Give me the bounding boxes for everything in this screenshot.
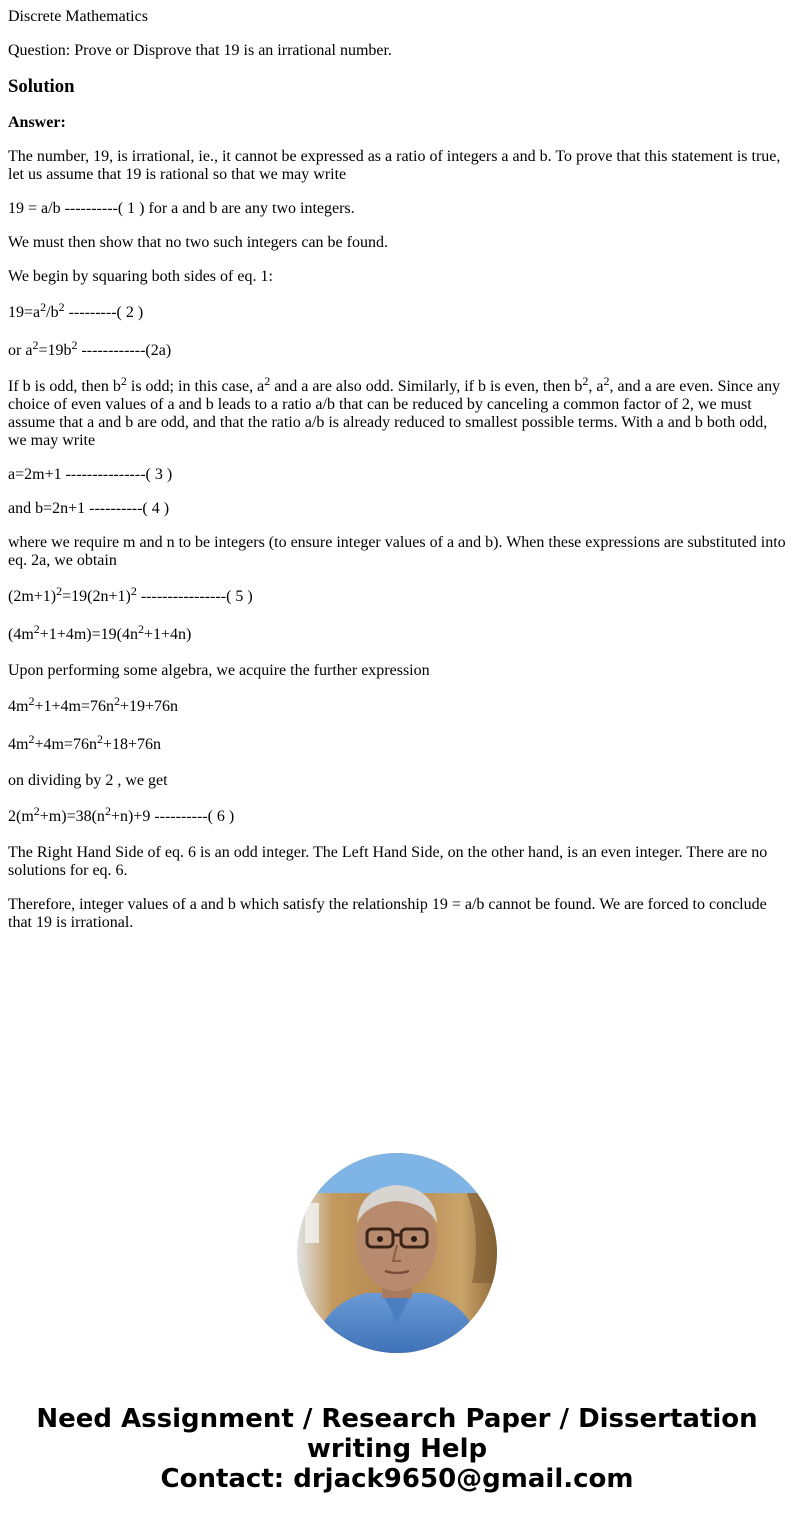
paragraph-show: We must then show that no two such integers can be found. bbox=[8, 234, 388, 251]
equation-5-expanded: $(4m^2+1+4m)=19(4n^2+1+4n)$ bbox=[8, 622, 192, 643]
question-text: Question: Prove or Disprove that 19 is an irrational number. bbox=[8, 42, 392, 59]
footer-advertisement bbox=[0, 1404, 794, 1494]
paragraph-conclusion-2: Therefore, integer values of a and b which satisfy the relationship 19 = a/b cannot be found. We are forced to conclude that 19 is irrational. bbox=[8, 896, 767, 931]
avatar-portrait bbox=[297, 1153, 497, 1353]
paragraph-parity: If b is odd, then $b^2$ is odd; in this case, $a^2$ and a are also odd. Similarly, if b is even, then $b^2$, $a^2$, and a are even. Since any choice of even values of a and b leads to a ratio a/b that can be reduced by canceling a common factor of 2, we must assume that a and b are odd, and that the ratio a/b is already reduced to smallest possible terms. With a and b both odd, we may write bbox=[8, 374, 781, 449]
equation-expression-1: $4m^2+1+4m=76n^2+19+76n$ bbox=[8, 694, 179, 715]
avatar bbox=[297, 1153, 497, 1353]
equation-4: and b=2n+1 ----------( 4 ) bbox=[8, 500, 170, 517]
equation-expression-2: $4m^2+4m=76n^2+18+76n$ bbox=[8, 732, 161, 753]
paragraph-algebra: Upon performing some algebra, we acquire the further expression bbox=[8, 662, 430, 679]
paragraph-divide: on dividing by 2 , we get bbox=[8, 772, 168, 789]
equation-1: 19 = a/b ----------( 1 ) for a and b are any two integers. bbox=[8, 200, 355, 217]
paragraph-substitute: where we require m and n to be integers (to ensure integer values of a and b). When these expressions are substituted into eq. 2a, we obtain bbox=[8, 534, 786, 569]
paragraph-squaring: We begin by squaring both sides of eq. 1: bbox=[8, 268, 273, 285]
answer-label: Answer: bbox=[8, 114, 66, 131]
equation-5: $(2m+1)^2=19(2n+1)^2$ ----------------( 5 ) bbox=[8, 584, 253, 605]
equation-2: $19=a^2/b^2$ ---------( 2 ) bbox=[8, 300, 144, 321]
paragraph-intro: The number, 19, is irrational, ie., it cannot be expressed as a ratio of integers a and b. To prove that this statement is true, let us assume that 19 is rational so that we may write bbox=[8, 148, 781, 183]
equation-2a: or $a^2=19b^2$ ------------(2a) bbox=[8, 338, 172, 359]
footer-line-2: writing Help bbox=[306, 1434, 488, 1464]
document-title: Discrete Mathematics bbox=[8, 8, 148, 25]
footer-line-1: Need Assignment / Research Paper / Dissertation bbox=[36, 1404, 758, 1434]
paragraph-conclusion-1: The Right Hand Side of eq. 6 is an odd integer. The Left Hand Side, on the other hand, is an even integer. There are no solutions for eq. 6. bbox=[8, 844, 768, 879]
equation-6: $2(m^2+m)=38(n^2+n)+9$ ----------( 6 ) bbox=[8, 804, 235, 825]
solution-heading: Solution bbox=[8, 76, 75, 97]
equation-3: a=2m+1 ---------------( 3 ) bbox=[8, 466, 173, 483]
footer-contact: Contact: drjack9650@gmail.com bbox=[160, 1464, 634, 1494]
